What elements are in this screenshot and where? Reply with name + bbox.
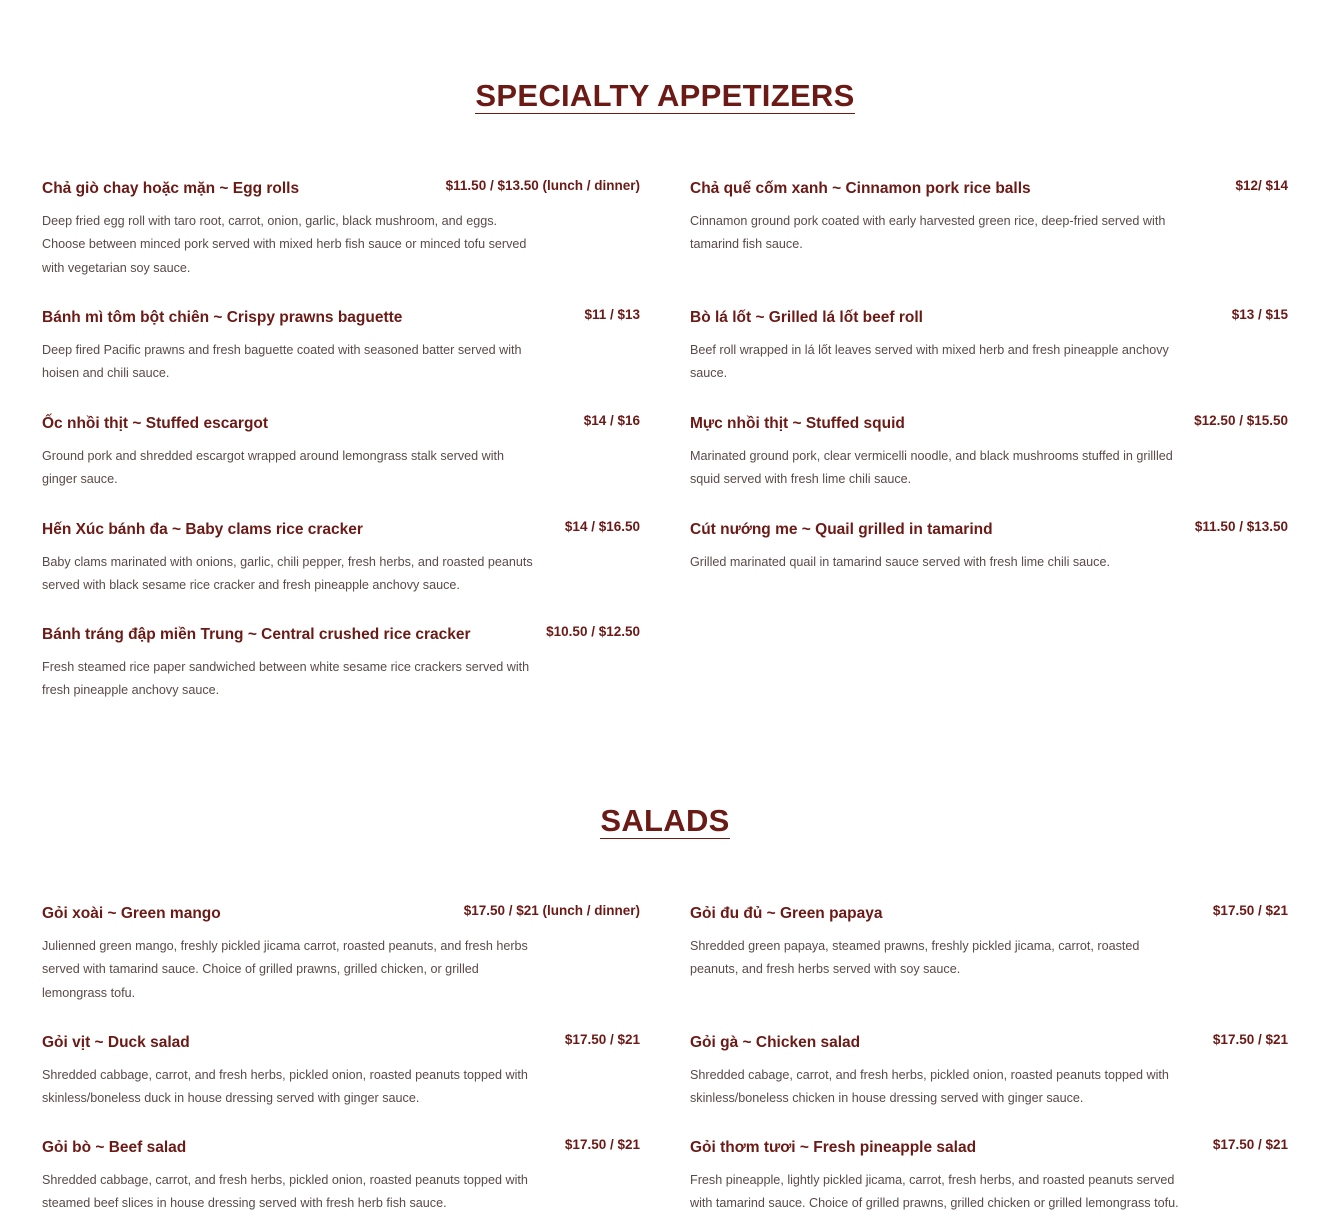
menu-item-description: Julienned green mango, freshly pickled jicama carrot, roasted peanuts, and fresh herbs served with tamarind sauce. Choice of grilled prawns, grilled chicken, or grilled lemongrass tofu. — [42, 939, 528, 1000]
menu-item-price: $17.50 / $21 — [1212, 1137, 1288, 1152]
menu-item-header — [690, 1034, 1288, 1056]
menu-item-header — [690, 309, 1288, 331]
section-title-specialty-appetizers — [0, 80, 1330, 114]
menu-item-description: Shredded cabage, carrot, and fresh herbs, pickled onion, roasted peanuts topped with skinless/boneless chicken in house dressing served with ginger sauce. — [690, 1068, 1169, 1106]
menu-item-name: Chả quế cốm xanh ~ Cinnamon pork rice balls — [690, 180, 1031, 197]
menu-item-price: $17.50 / $21 (lunch / dinner) — [463, 903, 640, 918]
menu-item-fresh-pineapple-salad — [690, 1139, 1288, 1216]
menu-item-name: Mực nhồi thịt ~ Stuffed squid — [690, 415, 905, 432]
menu-item-beef-salad — [42, 1139, 640, 1216]
menu-item-name: Hến Xúc bánh đa ~ Baby clams rice cracker — [42, 521, 363, 538]
menu-item-description: Deep fired Pacific prawns and fresh baguette coated with seasoned batter served with hoisen and chili sauce. — [42, 343, 522, 381]
menu-item-price: $17.50 / $21 — [564, 1137, 640, 1152]
menu-item-header — [42, 309, 640, 331]
menu-item-header — [42, 626, 640, 648]
section-title-text: SALADS — [600, 803, 730, 838]
menu-item-price: $12/ $14 — [1235, 178, 1288, 193]
menu-item-duck-salad — [42, 1034, 640, 1111]
menu-item-header — [690, 180, 1288, 202]
menu-item-header — [690, 905, 1288, 927]
menu-item-header — [42, 180, 640, 202]
menu-item-price: $12.50 / $15.50 — [1194, 413, 1288, 428]
section-title-salads — [0, 805, 1330, 839]
menu-item-stuffed-squid — [690, 415, 1288, 492]
menu-item-description: Ground pork and shredded escargot wrapped around lemongrass stalk served with ginger sauce. — [42, 449, 505, 487]
menu-item-quail-grilled-in-tamarind — [690, 521, 1288, 574]
menu-item-price: $14 / $16 — [583, 413, 640, 428]
menu-item-stuffed-escargot — [42, 415, 640, 492]
menu-item-name: Bò lá lốt ~ Grilled lá lốt beef roll — [690, 309, 923, 326]
menu-item-baby-clams-rice-cracker — [42, 521, 640, 598]
menu-item-name: Gỏi xoài ~ Green mango — [42, 905, 221, 922]
menu-item-price: $17.50 / $21 — [564, 1032, 640, 1047]
menu-item-name: Bánh mì tôm bột chiên ~ Crispy prawns baguette — [42, 309, 403, 326]
section-title-text: SPECIALTY APPETIZERS — [475, 78, 855, 113]
menu-item-central-crushed-rice-cracker — [42, 626, 640, 703]
menu-item-name: Gỏi gà ~ Chicken salad — [690, 1034, 861, 1051]
menu-item-price: $17.50 / $21 — [1212, 1032, 1288, 1047]
menu-item-price: $11 / $13 — [584, 307, 640, 322]
menu-item-price: $17.50 / $21 — [1212, 903, 1288, 918]
menu-item-header — [42, 521, 640, 543]
menu-item-name: Cút nướng me ~ Quail grilled in tamarind — [690, 521, 993, 538]
menu-item-description: Marinated ground pork, clear vermicelli noodle, and black mushrooms stuffed in grillled squid served with fresh lime chili sauce. — [690, 449, 1173, 487]
menu-item-price: $10.50 / $12.50 — [546, 624, 640, 639]
menu-item-crispy-prawns-baguette — [42, 309, 640, 386]
menu-item-header — [690, 521, 1288, 543]
menu-item-header — [42, 1034, 640, 1056]
menu-item-price: $11.50 / $13.50 (lunch / dinner) — [445, 178, 640, 193]
menu-item-description: Cinnamon ground pork coated with early harvested green rice, deep-fried served with tamarind fish sauce. — [690, 214, 1166, 252]
menu-item-chicken-salad — [690, 1034, 1288, 1111]
menu-item-description: Shredded green papaya, steamed prawns, freshly pickled jicama, carrot, roasted peanuts, and fresh herbs served with soy sauce. — [690, 939, 1140, 977]
menu-item-name: Ốc nhồi thịt ~ Stuffed escargot — [42, 415, 269, 432]
menu-item-price: $14 / $16.50 — [564, 519, 640, 534]
menu-item-name: Gỏi thơm tươi ~ Fresh pineapple salad — [690, 1139, 977, 1156]
menu-item-name: Chả giò chay hoặc mặn ~ Egg rolls — [42, 180, 300, 197]
menu-item-name: Bánh tráng đập miền Trung ~ Central crushed rice cracker — [42, 626, 471, 643]
menu-item-price: $11.50 / $13.50 — [1194, 519, 1288, 534]
menu-item-green-papaya — [690, 905, 1288, 982]
menu-item-description: Fresh steamed rice paper sandwiched between white sesame rice crackers served with fresh pineapple anchovy sauce. — [42, 660, 530, 698]
menu-item-description: Fresh pineapple, lightly pickled jicama, carrot, fresh herbs, and roasted peanuts served with tamarind sauce. Choice of grilled prawns, grilled chicken or grilled lemongrass tofu. — [690, 1173, 1179, 1211]
menu-item-grilled-la-lot-beef-roll — [690, 309, 1288, 386]
menu-item-name: Gỏi bò ~ Beef salad — [42, 1139, 187, 1156]
menu-item-description: Baby clams marinated with onions, garlic, chili pepper, fresh herbs, and roasted peanuts served with black sesame rice cracker and fresh pineapple anchovy sauce. — [42, 555, 533, 593]
menu-item-description: Beef roll wrapped in lá lốt leaves served with mixed herb and fresh pineapple anchovy sauce. — [690, 343, 1169, 381]
menu-item-cinnamon-pork-rice-balls — [690, 180, 1288, 257]
menu-item-price: $13 / $15 — [1231, 307, 1288, 322]
menu-item-egg-rolls — [42, 180, 640, 280]
menu-item-header — [42, 905, 640, 927]
menu-item-header — [42, 415, 640, 437]
menu-item-name: Gỏi đu đủ ~ Green papaya — [690, 905, 883, 922]
menu-item-header — [690, 1139, 1288, 1161]
menu-item-header — [690, 415, 1288, 437]
menu-item-name: Gỏi vịt ~ Duck salad — [42, 1034, 190, 1051]
menu-item-green-mango — [42, 905, 640, 1005]
menu-item-description: Shredded cabbage, carrot, and fresh herbs, pickled onion, roasted peanuts topped with skinless/boneless duck in house dressing served with ginger sauce. — [42, 1068, 528, 1106]
menu-item-description: Grilled marinated quail in tamarind sauce served with fresh lime chili sauce. — [690, 555, 1110, 569]
menu-item-description: Shredded cabbage, carrot, and fresh herbs, pickled onion, roasted peanuts topped with steamed beef slices in house dressing served with fresh herb fish sauce. — [42, 1173, 528, 1211]
menu-item-header — [42, 1139, 640, 1161]
menu-item-description: Deep fried egg roll with taro root, carrot, onion, garlic, black mushroom, and eggs. Choose between minced pork served with mixed herb fish sauce or minced tofu served with vegetarian soy sauce. — [42, 214, 527, 275]
